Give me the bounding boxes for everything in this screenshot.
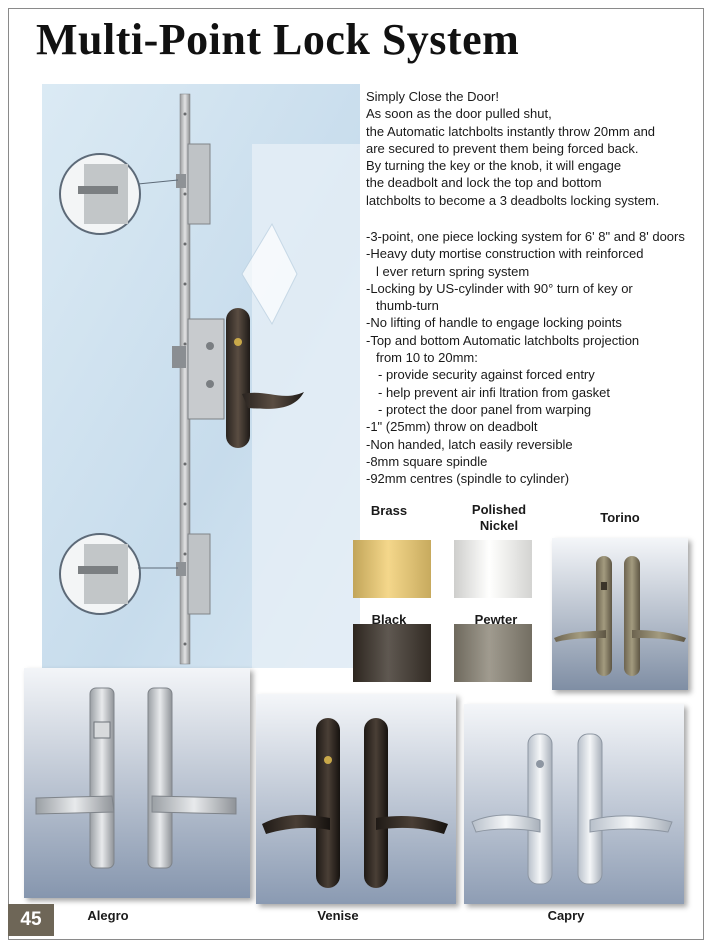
- features-list: [366, 228, 711, 487]
- venise-handle-image: [256, 694, 456, 904]
- feature-item: -Locking by US-cylinder with 90° turn of key or: [366, 280, 633, 296]
- intro-line: the Automatic latchbolts instantly throw 20mm and: [366, 123, 656, 139]
- feature-item: -No lifting of handle to engage locking points: [366, 315, 622, 331]
- product-name-alegro: Alegro: [87, 908, 129, 923]
- feature-item: - provide security against forced entry: [378, 367, 595, 383]
- finish-label-polished-nickel: [456, 502, 542, 534]
- feature-item: -1" (25mm) throw on deadbolt: [366, 419, 538, 435]
- feature-item: thumb-turn: [376, 298, 439, 314]
- feature-item: - protect the door panel from warping: [378, 401, 592, 417]
- feature-item: l ever return spring system: [376, 263, 530, 279]
- capry-handle-image: [464, 704, 684, 904]
- intro-text: [366, 88, 706, 209]
- finish-label-brass: Brass: [370, 503, 408, 518]
- product-name-capry: Capry: [547, 908, 585, 923]
- page-number: 45: [8, 904, 54, 936]
- intro-line: Simply Close the Door!: [366, 89, 499, 104]
- intro-line: By turning the key or the knob, it will engage: [366, 158, 622, 174]
- feature-item: - help prevent air infi ltration from gasket: [378, 384, 610, 400]
- door-lock-illustration: [42, 84, 360, 668]
- finish-label-line: Nickel: [479, 518, 519, 533]
- pewter-swatch: [454, 624, 532, 682]
- product-name-venise: Venise: [317, 908, 359, 923]
- feature-item: from 10 to 20mm:: [376, 350, 478, 366]
- feature-item: -3-point, one piece locking system for 6' 8" and 8' doors: [366, 229, 685, 244]
- brass-swatch: [353, 540, 431, 598]
- product-name-torino: Torino: [600, 510, 640, 525]
- feature-item: -Top and bottom Automatic latchbolts projection: [366, 332, 640, 348]
- alegro-handle-image: [24, 668, 250, 898]
- feature-item: -Heavy duty mortise construction with reinforced: [366, 246, 644, 262]
- intro-line: are secured to prevent them being forced back.: [366, 140, 639, 156]
- black-swatch: [353, 624, 431, 682]
- feature-item: -92mm centres (spindle to cylinder): [366, 471, 570, 487]
- intro-line: As soon as the door pulled shut,: [366, 106, 552, 122]
- page-title: Multi-Point Lock System: [36, 15, 520, 64]
- finish-label-black: Black: [371, 612, 407, 627]
- torino-handle-image: [552, 538, 688, 690]
- feature-item: -Non handed, latch easily reversible: [366, 436, 573, 452]
- intro-line: latchbolts to become a 3 deadbolts locking system.: [366, 192, 660, 208]
- feature-item: -8mm square spindle: [366, 453, 488, 469]
- intro-line: the deadbolt and lock the top and bottom: [366, 175, 602, 191]
- polished-nickel-swatch: [454, 540, 532, 598]
- finish-label-line: Polished: [471, 502, 527, 517]
- finish-label-pewter: Pewter: [474, 612, 518, 627]
